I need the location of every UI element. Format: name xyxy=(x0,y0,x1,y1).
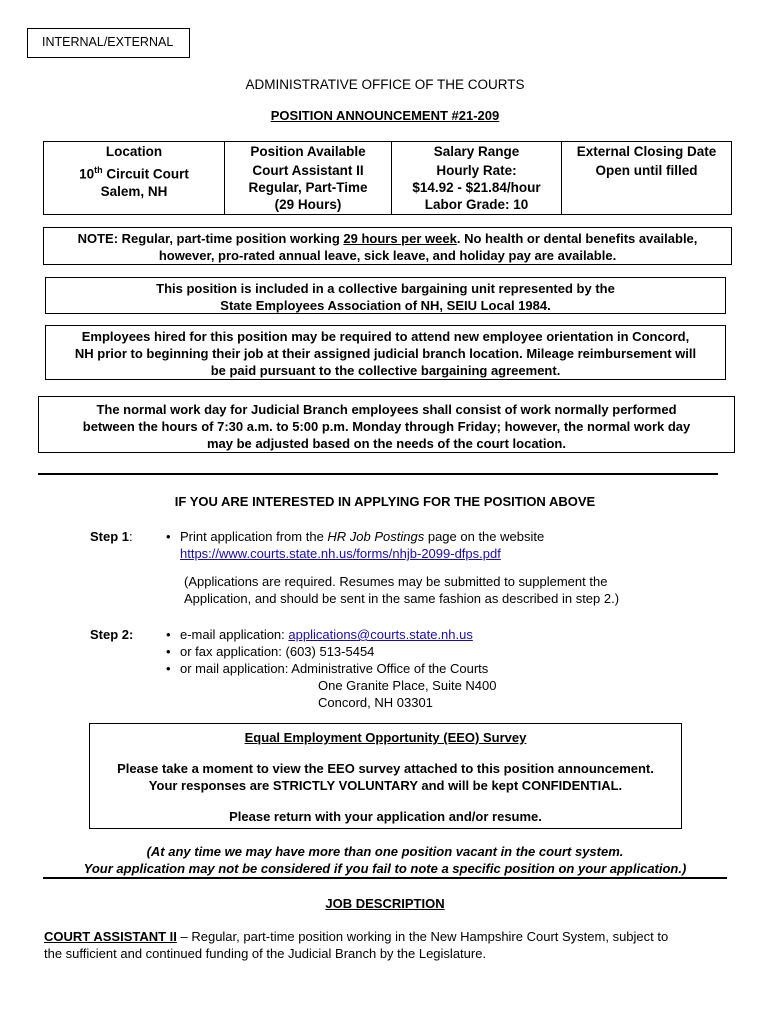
internal-external-tag xyxy=(27,28,190,58)
step1-label: Step 1: xyxy=(90,529,133,544)
eeo-title: Equal Employment Opportunity (EEO) Survey xyxy=(244,730,527,745)
job-title: COURT ASSISTANT II xyxy=(44,929,177,944)
mail-item: • or mail application: Administrative Office of the Courts xyxy=(164,660,724,677)
header-salary: Salary Range xyxy=(392,142,562,162)
step2-label: Step 2: xyxy=(90,627,134,642)
vacancy-note: (At any time we may have more than one position vacant in the court system. Your application may not be considered if you fail to note a specific position on your application.) xyxy=(83,844,687,876)
step2-content xyxy=(164,626,724,711)
address-line-1: One Granite Place, Suite N400 xyxy=(318,678,497,693)
position-cell: Court Assistant II Regular, Part-Time (29 Hours) xyxy=(225,161,392,215)
closing-cell: Open until filled xyxy=(562,161,732,215)
location-cell: 10th Circuit Court Salem, NH xyxy=(44,161,225,215)
header-position: Position Available xyxy=(225,142,392,162)
step1-content: • Print application from the HR Job Postings page on the website https://www.courts.state.nh.us/forms/nhjb-2099-dfps.pdf (Applications are required. Resumes may be submitted to supplement the Application, and should be sent in the same fashion as described in step 2.) xyxy=(180,528,740,607)
application-pdf-link[interactable]: https://www.courts.state.nh.us/forms/nhjb-2099-dfps.pdf xyxy=(180,546,501,561)
print-application-item: • Print application from the HR Job Postings page on the website xyxy=(164,528,740,545)
job-description: COURT ASSISTANT II – Regular, part-time position working in the New Hampshire Court System, subject to the sufficient and continued funding of the Judicial Branch by the Legislature. xyxy=(44,929,669,961)
fax-item: • or fax application: (603) 513-5454 xyxy=(164,643,724,660)
workday-box: The normal work day for Judicial Branch employees shall consist of work normally performed between the hours of 7:30 a.m. to 5:00 p.m. Monday through Friday; however, the normal work day may be adjusted based on the needs of the court location. xyxy=(38,396,735,453)
office-title: ADMINISTRATIVE OFFICE OF THE COURTS xyxy=(245,77,525,92)
address-line-2: Concord, NH 03301 xyxy=(318,695,433,710)
apply-heading: IF YOU ARE INTERESTED IN APPLYING FOR THE POSITION ABOVE xyxy=(174,494,596,509)
eeo-box: Equal Employment Opportunity (EEO) Survey Please take a moment to view the EEO survey attached to this position announcement. Your responses are STRICTLY VOLUNTARY and will be kept CONFIDENTIAL. Please return with your application and/or resume. xyxy=(89,723,682,829)
header-closing: External Closing Date xyxy=(562,142,732,162)
email-link[interactable]: applications@courts.state.nh.us xyxy=(288,627,473,642)
header-location: Location xyxy=(44,142,225,162)
job-heading: JOB DESCRIPTION xyxy=(325,896,445,911)
note-box: NOTE: Regular, part-time position working 29 hours per week. No health or dental benefits available, however, pro-rated annual leave, sick leave, and holiday pay are available. xyxy=(43,227,732,265)
orientation-box: Employees hired for this position may be required to attend new employee orientation in Concord, NH prior to beginning their job at their assigned judicial branch location. Mileage reimbursement will be paid pursuant to the collective bargaining agreement. xyxy=(45,325,726,380)
union-box: This position is included in a collective bargaining unit represented by the State Employees Association of NH, SEIU Local 1984. xyxy=(45,277,726,314)
salary-cell: Hourly Rate: $14.92 - $21.84/hour Labor Grade: 10 xyxy=(392,161,562,215)
announcement-title: POSITION ANNOUNCEMENT #21-209 xyxy=(270,108,500,123)
tag-text: INTERNAL/EXTERNAL xyxy=(42,35,174,49)
divider-bottom xyxy=(43,877,727,879)
position-table xyxy=(43,141,732,215)
email-item: • e-mail application: applications@courts.state.nh.us xyxy=(164,626,724,643)
divider-top xyxy=(38,473,718,475)
